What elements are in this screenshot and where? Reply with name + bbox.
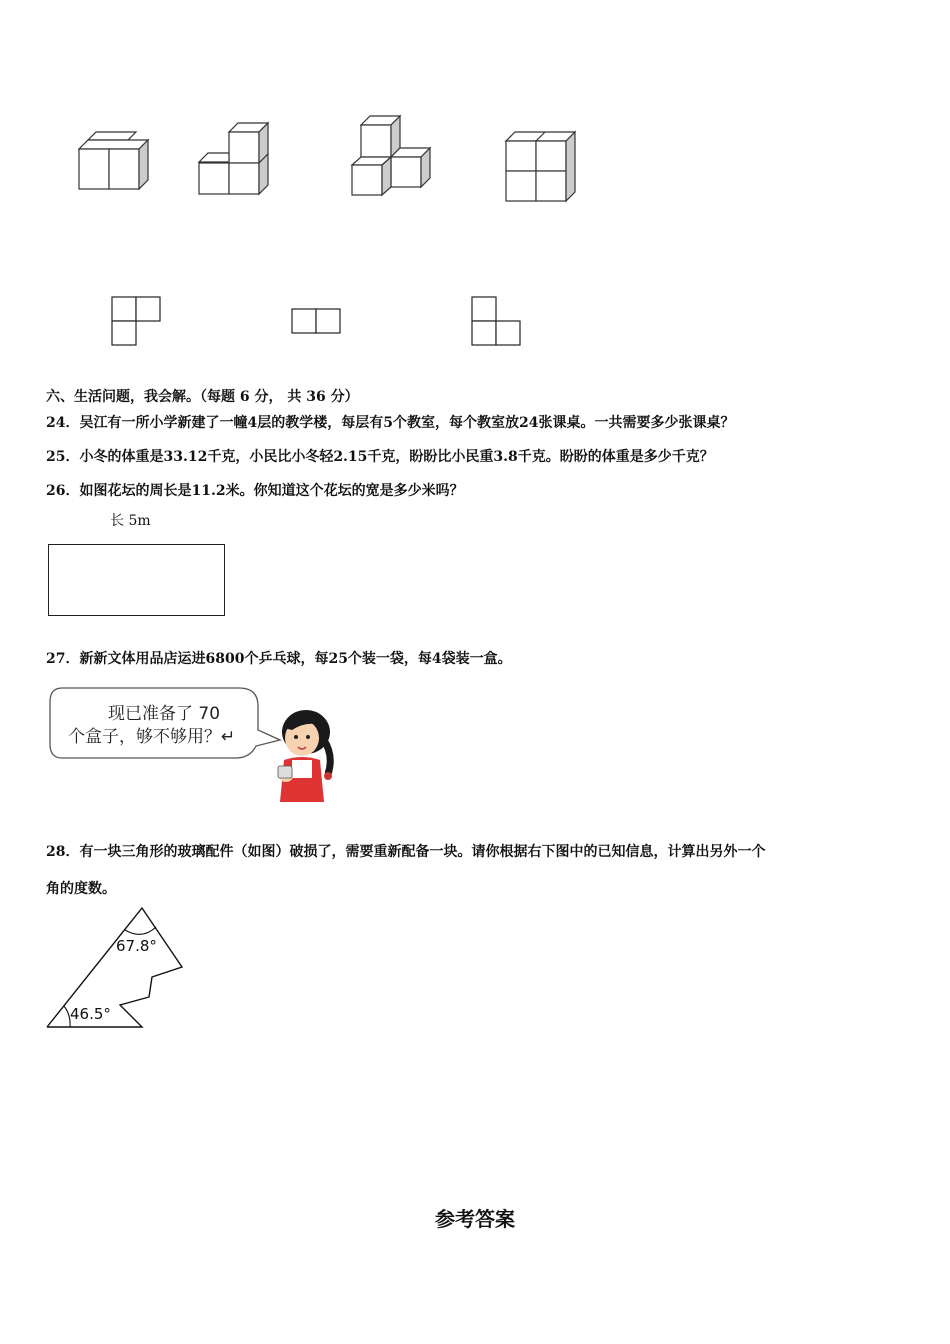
angle-label-bottom: 46.5° — [70, 1005, 111, 1023]
answer-heading: 参考答案 — [435, 1207, 515, 1231]
cube-figure-2 — [195, 120, 275, 200]
broken-triangle-figure — [40, 900, 190, 1035]
cube-figure-4 — [500, 126, 585, 206]
question-24: 24．吴江有一所小学新建了一幢4层的教学楼，每层有5个教室，每个教室放24张课桌。一共需要多少张课桌？ — [46, 415, 735, 431]
question-28-line-2: 角的度数。 — [46, 881, 116, 897]
bubble-line-1: 现已准备了 70 — [108, 704, 221, 724]
flowerbed-rectangle — [48, 544, 225, 616]
view-diagram-2 — [290, 307, 345, 337]
angle-label-top: 67.8° — [116, 937, 157, 955]
section-title: 六、生活问题，我会解。（每题 6 分， 共 36 分） — [46, 389, 359, 405]
cube-figure-3 — [345, 112, 435, 202]
bubble-line-2: 个盒子，够不够用？↵ — [68, 727, 236, 747]
question-26: 26．如图花坛的周长是11.2米。你知道这个花坛的宽是多少米吗？ — [46, 483, 464, 499]
question-28-line-1: 28．有一块三角形的玻璃配件（如图）破损了，需要重新配备一块。请你根据右下图中的已知信息，计算出另外一个 — [46, 844, 766, 860]
question-25: 25．小冬的体重是33.12千克，小民比小冬轻2.15千克，盼盼比小民重3.8千克。盼盼的体重是多少千克？ — [46, 449, 714, 465]
girl-illustration — [262, 704, 342, 806]
flowerbed-length-label: 长 5m — [110, 513, 151, 529]
cube-figure-1 — [70, 130, 160, 200]
view-diagram-1 — [110, 295, 165, 350]
question-27: 27．新新文体用品店运进6800个乒乓球，每25个装一袋，每4袋装一盒。 — [46, 651, 512, 667]
view-diagram-3 — [470, 295, 525, 350]
